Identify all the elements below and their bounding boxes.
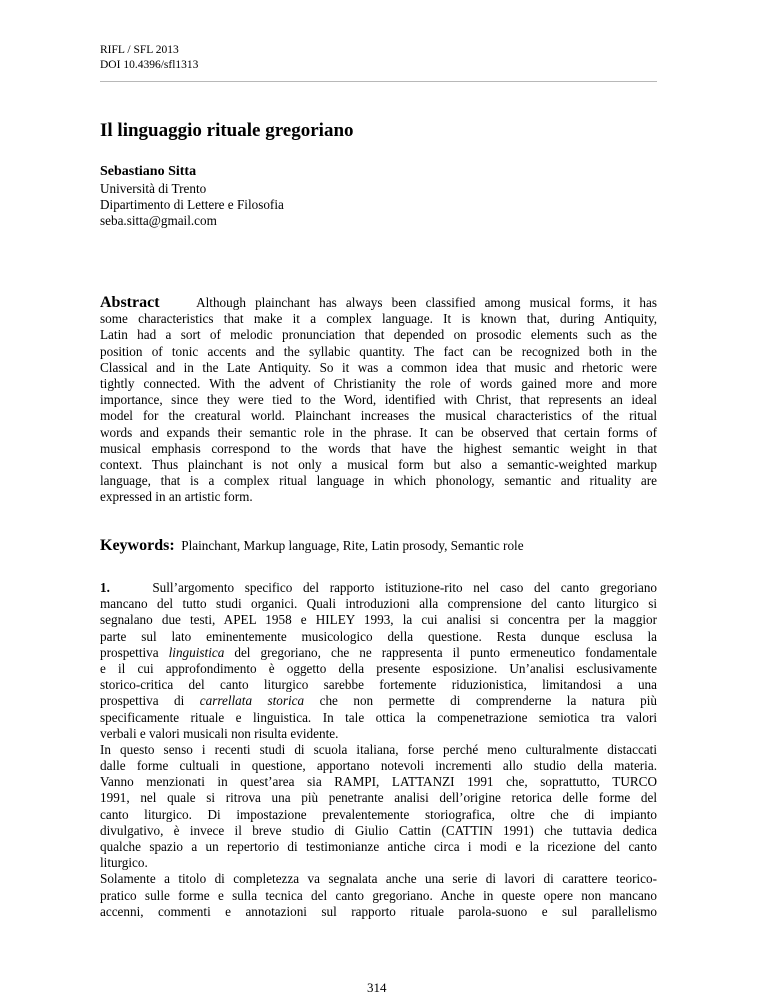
abstract-line: Abstract Although plainchant has always been classified among musical forms, it has (100, 294, 658, 311)
body-line: pratico sulle forme e sulla tecnica del canto gregoriano. Anche in queste opere non mancano (100, 887, 657, 903)
body-line: dalle forme cultuali in questione, apportano notevoli incrementi allo studio della materia. (100, 758, 657, 774)
body-line: specificamente rituale e linguistica. In tale ottica la compenetrazione semiotica tra valori (100, 709, 657, 725)
body-line: prospettiva di carrellata storica che non permette di comprenderne la natura più (100, 693, 658, 709)
body-line: Vanno menzionati in quest’area sia RAMPI, LATTANZI 1991 che, soprattutto, TURCO (100, 774, 657, 790)
journal-name: RIFL / SFL 2013 (100, 44, 179, 56)
body-line: Solamente a titolo di completezza va segnalata anche una serie di lavori di carattere teorico- (100, 871, 657, 887)
page-number: 314 (367, 980, 387, 995)
keywords (100, 538, 657, 554)
body-line: segnalano due testi, APEL 1958 e HILEY 1993, la cui analisi si concentra per la maggior (100, 612, 657, 628)
body-line: verbali e valori musicali non risulta evidente. (100, 725, 339, 741)
emphasis-carrellata-storica: carrellata storica (199, 693, 305, 709)
section-1-body (100, 580, 657, 920)
body-line: storico-critica del canto liturgico sarebbe fortemente riduzionistica, limitandosi a una (100, 677, 657, 693)
abstract-line: position of tonic accents and the syllabic quantity. The fact can be recognized both in the (100, 343, 657, 359)
header-rule (100, 81, 657, 82)
abstract-line: importance, since they were tied to the Word, identified with Christ, that represents an ideal (100, 392, 657, 408)
body-line: prospettiva linguistica del gregoriano, che ne rappresenta il punto ermeneutico fondamentale (100, 644, 657, 660)
paper-title: Il linguaggio rituale gregoriano (100, 120, 354, 141)
section-number: 1. (100, 580, 110, 595)
abstract-line: expressed in an artistic form. (100, 489, 253, 505)
body-line: parte sul lato eminentemente musicologico della questione. Resta dunque esclusa la (100, 628, 657, 644)
body-line: 1991, nel quale si ritrova una più penetrante analisi dell’origine retorica delle forme del (100, 790, 657, 806)
abstract-label: Abstract (100, 294, 160, 311)
body-line: canto liturgico. Di impostazione prevalentemente storiografica, oltre che di impianto (100, 806, 657, 822)
abstract-line: Classical and in the Late Antiquity. So it was a common idea that music and rhetoric were (100, 359, 657, 375)
body-line: 1. Sull’argomento specifico del rapporto istituzione-rito nel caso del canto gregoriano (100, 580, 658, 595)
abstract-line: musical emphasis correspond to the words that have the highest semantic weight in that (100, 440, 657, 456)
abstract-line: context. Thus plainchant is not only a musical form but also a semantic-weighted markup (100, 456, 657, 472)
keywords-label: Keywords: (100, 537, 175, 554)
body-line: divulgativo, è invece il breve studio di Giulio Cattin (CATTIN 1991) che tuttavia dedica (100, 822, 657, 838)
body-line: qualche spazio a un repertorio di testimonianze antiche circa i modi e la ricezione del canto (100, 839, 657, 854)
author-department: Dipartimento di Lettere e Filosofia (100, 197, 284, 212)
abstract-line: tightly connected. With the advent of Christianity the role of words gained more and more (100, 375, 657, 391)
body-line: accenni, commenti e annotazioni sul rapporto rituale parola-suono e sul parallelismo (100, 903, 657, 919)
body-line: In questo senso i recenti studi di scuola italiana, forse perché meno culturalmente distaccati (100, 741, 657, 757)
body-line: mancano del tutto studi organici. Quali introduzioni alla comprensione del canto liturgico si (100, 596, 657, 612)
abstract (100, 295, 657, 505)
author-name: Sebastiano Sitta (100, 164, 197, 179)
abstract-line: model for the creatural world. Plainchant increases the musical characteristics of the ritual (100, 408, 657, 424)
abstract-line: language, that is a complex ritual language in which phonology, semantic and rituality are (100, 473, 657, 489)
body-line: liturgico. (100, 855, 148, 871)
author-university: Università di Trento (100, 181, 207, 196)
author-email: seba.sitta@gmail.com (100, 213, 217, 228)
emphasis-linguistica: linguistica (168, 644, 225, 660)
doi-line: DOI 10.4396/sfl1313 (100, 59, 199, 71)
abstract-line: words and expands their semantic role in the phrase. It can be observed that certain forms of (100, 424, 657, 440)
body-line: e il cui approfondimento è oggetto della presente esposizione. Un’analisi esclusivamente (100, 660, 657, 676)
keywords-text: Plainchant, Markup language, Rite, Latin prosody, Semantic role (181, 538, 524, 553)
abstract-line: Latin had a sort of melodic pronunciation that depended on prosodic elements such as the (100, 327, 657, 343)
abstract-line: some characteristics that make it a complex language. It is known that, during Antiquity, (100, 311, 657, 327)
